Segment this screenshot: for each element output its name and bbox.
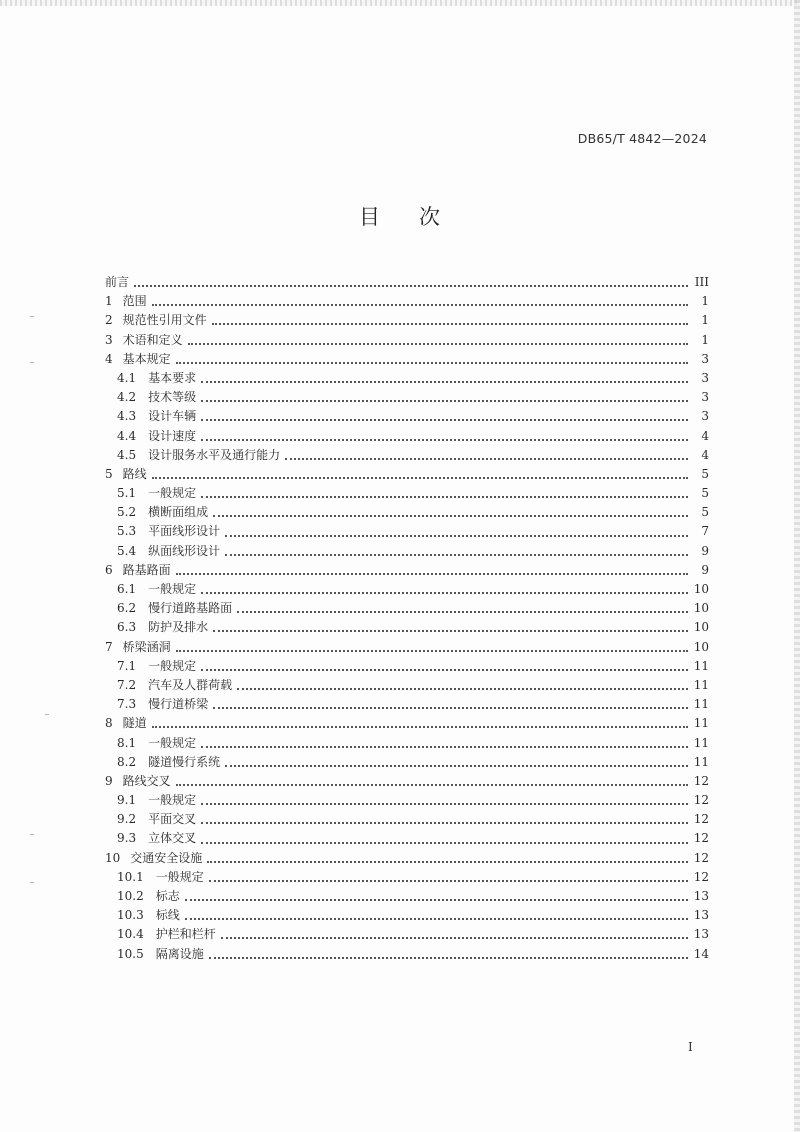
toc-entry[interactable] (105, 427, 709, 446)
toc-entry-number: 10.3 (117, 908, 144, 923)
page-title (0, 201, 800, 231)
toc-leader-dots (225, 553, 688, 556)
toc-entry-title: 基本规定 (122, 351, 171, 366)
toc-entry-page: 10 (693, 639, 709, 654)
toc-entry-page: 1 (701, 313, 709, 328)
toc-entry-number: 10.4 (117, 927, 144, 942)
toc-leader-dots (176, 361, 688, 364)
toc-entry-number: 9.3 (117, 831, 137, 846)
toc-entry-number: 5.1 (117, 486, 137, 501)
toc-entry-title: 设计速度 (148, 428, 197, 443)
toc-entry-page: 13 (693, 908, 709, 923)
toc-entry-number: 5.2 (117, 505, 137, 520)
toc-leader-dots (213, 706, 688, 709)
toc-entry-title: 设计车辆 (148, 409, 197, 424)
toc-entry[interactable] (105, 638, 709, 657)
toc-entry-page: 12 (693, 812, 709, 827)
toc-entry[interactable] (105, 945, 709, 964)
toc-entry-title: 一般规定 (148, 735, 197, 750)
toc-entry-title: 立体交叉 (148, 831, 197, 846)
toc-entry-number: 1 (105, 294, 113, 309)
toc-entry-number: 6 (105, 562, 113, 577)
toc-entry-page: 3 (701, 409, 709, 424)
toc-entry[interactable] (105, 446, 709, 465)
toc-entry-page: 3 (701, 370, 709, 385)
toc-entry-page: 3 (701, 351, 709, 366)
toc-entry-title: 桥梁涵洞 (122, 639, 171, 654)
toc-leader-dots (176, 572, 688, 575)
toc-leader-dots (152, 303, 688, 306)
toc-entry-number: 6.1 (117, 582, 137, 596)
toc-entry-title: 一般规定 (155, 869, 204, 884)
toc-entry[interactable] (105, 676, 709, 695)
page-title-char-1: 目 (359, 205, 381, 229)
toc-leader-dots (213, 514, 688, 517)
toc-entry-title: 路线 (122, 466, 147, 481)
toc-entry[interactable] (105, 887, 709, 906)
toc-entry[interactable] (105, 350, 709, 369)
page-title-char-2: 次 (419, 205, 441, 229)
toc-entry-page: 10 (693, 601, 709, 616)
toc-entry-title: 基本要求 (148, 370, 197, 385)
toc-entry-page: 13 (693, 927, 709, 942)
toc-leader-dots (201, 821, 688, 824)
toc-entry[interactable] (105, 465, 709, 484)
toc-entry-number: 8 (105, 716, 113, 731)
toc-entry-number: 4.1 (117, 370, 137, 385)
toc-entry-title: 慢行道路基路面 (148, 601, 233, 616)
toc-entry-number: 6.3 (117, 620, 137, 635)
toc-entry[interactable] (105, 561, 709, 580)
toc-entry-title: 前言 (105, 275, 130, 289)
toc-entry-page: 14 (693, 946, 709, 961)
toc-entry-title: 慢行道桥梁 (148, 697, 209, 712)
toc-entry-page: 1 (701, 294, 709, 309)
toc-leader-dots (185, 898, 688, 901)
toc-entry-page: 10 (693, 620, 709, 635)
toc-leader-dots (237, 610, 688, 613)
toc-entry-title: 纵面线形设计 (148, 543, 221, 558)
toc-entry-page: 12 (693, 773, 709, 788)
toc-entry[interactable] (105, 657, 709, 676)
toc-leader-dots (201, 418, 688, 421)
toc-entry-page: 10 (693, 582, 709, 596)
toc-leader-dots (176, 649, 688, 652)
toc-entry-title: 防护及排水 (148, 620, 209, 635)
toc-leader-dots (201, 841, 688, 844)
toc-entry[interactable] (105, 331, 709, 350)
toc-entry-number: 9 (105, 773, 113, 788)
toc-entry-number: 4.3 (117, 409, 137, 424)
toc-leader-dots (201, 438, 688, 441)
toc-entry-title: 隧道慢行系统 (148, 754, 221, 769)
toc-entry-page: 13 (693, 889, 709, 903)
toc-entry[interactable] (105, 829, 709, 848)
toc-entry-title: 汽车及人群荷载 (148, 677, 233, 692)
toc-leader-dots (201, 380, 688, 383)
toc-entry-page: 3 (701, 390, 709, 405)
toc-entry[interactable] (105, 734, 709, 753)
toc-entry[interactable] (105, 868, 709, 887)
toc-leader-dots (201, 668, 688, 671)
toc-entry-title: 平面线形设计 (148, 524, 221, 539)
toc-entry[interactable] (105, 925, 709, 944)
toc-entry[interactable] (105, 791, 709, 810)
toc-entry[interactable] (105, 580, 709, 599)
toc-leader-dots (152, 476, 688, 479)
toc-entry-page: 5 (701, 486, 709, 501)
toc-entry-title: 路线交叉 (122, 773, 171, 788)
toc-entry-number: 10.2 (117, 889, 144, 903)
toc-leader-dots (188, 342, 688, 345)
toc-entry-page: 11 (693, 716, 709, 731)
toc-entry-page: 7 (701, 524, 709, 539)
scan-edge-right (794, 0, 800, 1132)
toc-entry-number: 2 (105, 313, 113, 328)
toc-entry-title: 标线 (155, 908, 180, 923)
toc-entry[interactable] (105, 714, 709, 733)
toc-entry-page: 12 (693, 793, 709, 808)
toc-entry-title: 规范性引用文件 (122, 313, 207, 328)
toc-leader-dots (212, 322, 688, 325)
toc-entry[interactable] (105, 753, 709, 772)
scan-speck (30, 362, 34, 363)
toc-leader-dots (201, 399, 688, 402)
document-id: DB65/T 4842—2024 (577, 131, 707, 146)
toc-entry-page: 12 (693, 831, 709, 846)
toc-entry-title: 一般规定 (148, 582, 197, 596)
toc-entry-page: 4 (701, 447, 709, 462)
toc-entry[interactable] (105, 906, 709, 925)
toc-leader-dots (176, 783, 688, 786)
scan-speck (30, 882, 34, 883)
toc-entry[interactable] (105, 369, 709, 388)
toc-entry-number: 7.1 (117, 658, 137, 673)
scan-speck (30, 834, 34, 835)
toc-entry[interactable] (105, 407, 709, 426)
toc-leader-dots (237, 687, 688, 690)
toc-entry-title: 范围 (122, 294, 147, 309)
toc-entry-number: 10.5 (117, 946, 144, 961)
toc-entry-title: 隧道 (122, 716, 147, 731)
toc-entry-title: 交通安全设施 (130, 850, 203, 865)
toc-entry-number: 5 (105, 466, 113, 481)
toc-entry[interactable] (105, 810, 709, 829)
toc-entry-title: 平面交叉 (148, 812, 197, 827)
toc-entry[interactable] (105, 522, 709, 541)
toc-entry[interactable] (105, 292, 709, 311)
toc-entry[interactable] (105, 388, 709, 407)
toc-entry-page: 12 (693, 850, 709, 865)
toc-entry-number: 7 (105, 639, 113, 654)
page-number: I (688, 1040, 693, 1054)
toc-leader-dots (221, 936, 688, 939)
toc-leader-dots (201, 495, 688, 498)
toc-entry-page: 5 (701, 505, 709, 520)
toc-leader-dots (207, 860, 688, 863)
toc-entry-page: 11 (693, 677, 709, 692)
toc-entry-title: 技术等级 (148, 390, 197, 405)
toc-entry-number: 7.3 (117, 697, 137, 712)
toc-entry-page: 11 (693, 735, 709, 750)
toc-entry-number: 8.1 (117, 735, 137, 750)
toc-entry[interactable] (105, 695, 709, 714)
toc-leader-dots (209, 956, 688, 959)
scan-speck (30, 316, 34, 317)
toc-entry-number: 6.2 (117, 601, 137, 616)
toc-leader-dots (225, 764, 688, 767)
toc-leader-dots (152, 725, 688, 728)
toc-entry-title: 护栏和栏杆 (155, 927, 216, 942)
toc-entry-title: 术语和定义 (122, 332, 183, 347)
toc-entry-number: 10 (105, 850, 121, 865)
toc-entry-title: 一般规定 (148, 658, 197, 673)
toc-entry-title: 标志 (155, 889, 180, 903)
toc-entry-title: 设计服务水平及通行能力 (148, 447, 281, 462)
toc-entry-page: 11 (693, 658, 709, 673)
toc-leader-dots (225, 534, 688, 537)
toc-leader-dots (201, 745, 688, 748)
toc-entry[interactable] (105, 849, 709, 868)
toc-leader-dots (201, 802, 688, 805)
toc-leader-dots (285, 457, 688, 460)
scan-edge-top (0, 0, 800, 6)
toc-entry-page: 12 (693, 869, 709, 884)
toc-entry-page: III (694, 275, 709, 289)
toc-entry-number: 4.2 (117, 390, 137, 405)
toc-entry-title: 一般规定 (148, 793, 197, 808)
toc-entry[interactable] (105, 618, 709, 637)
scan-speck (45, 714, 49, 715)
toc-entry-number: 7.2 (117, 677, 137, 692)
toc-entry-number: 5.4 (117, 543, 137, 558)
toc-entry[interactable] (105, 503, 709, 522)
toc-entry[interactable] (105, 542, 709, 561)
toc-entry-number: 5.3 (117, 524, 137, 539)
toc-entry-number: 10.1 (117, 869, 144, 884)
toc-entry[interactable] (105, 273, 709, 292)
toc-entry-title: 一般规定 (148, 486, 197, 501)
toc-entry-number: 4 (105, 351, 113, 366)
toc-entry-number: 9.1 (117, 793, 137, 808)
toc-entry[interactable] (105, 311, 709, 330)
toc-entry-page: 5 (701, 466, 709, 481)
toc-entry-page: 1 (701, 332, 709, 347)
toc-entry-page: 9 (701, 562, 709, 577)
toc-entry-title: 隔离设施 (155, 946, 204, 961)
toc-entry[interactable] (105, 772, 709, 791)
toc-leader-dots (209, 879, 688, 882)
toc-leader-dots (213, 629, 688, 632)
toc-entry-number: 4.4 (117, 428, 137, 443)
toc-leader-dots (134, 284, 688, 287)
toc-entry-number: 9.2 (117, 812, 137, 827)
toc-entry-title: 路基路面 (122, 562, 171, 577)
toc-entry-number: 4.5 (117, 447, 137, 462)
toc-entry[interactable] (105, 599, 709, 618)
toc-entry-number: 3 (105, 332, 113, 347)
toc-entry-page: 9 (701, 543, 709, 558)
toc-entry-page: 11 (693, 754, 709, 769)
toc-entry-page: 4 (701, 428, 709, 443)
table-of-contents (105, 273, 709, 964)
toc-leader-dots (185, 917, 688, 920)
toc-entry-page: 11 (693, 697, 709, 712)
toc-leader-dots (201, 591, 688, 594)
toc-entry-title: 横断面组成 (148, 505, 209, 520)
toc-entry[interactable] (105, 484, 709, 503)
toc-entry-number: 8.2 (117, 754, 137, 769)
